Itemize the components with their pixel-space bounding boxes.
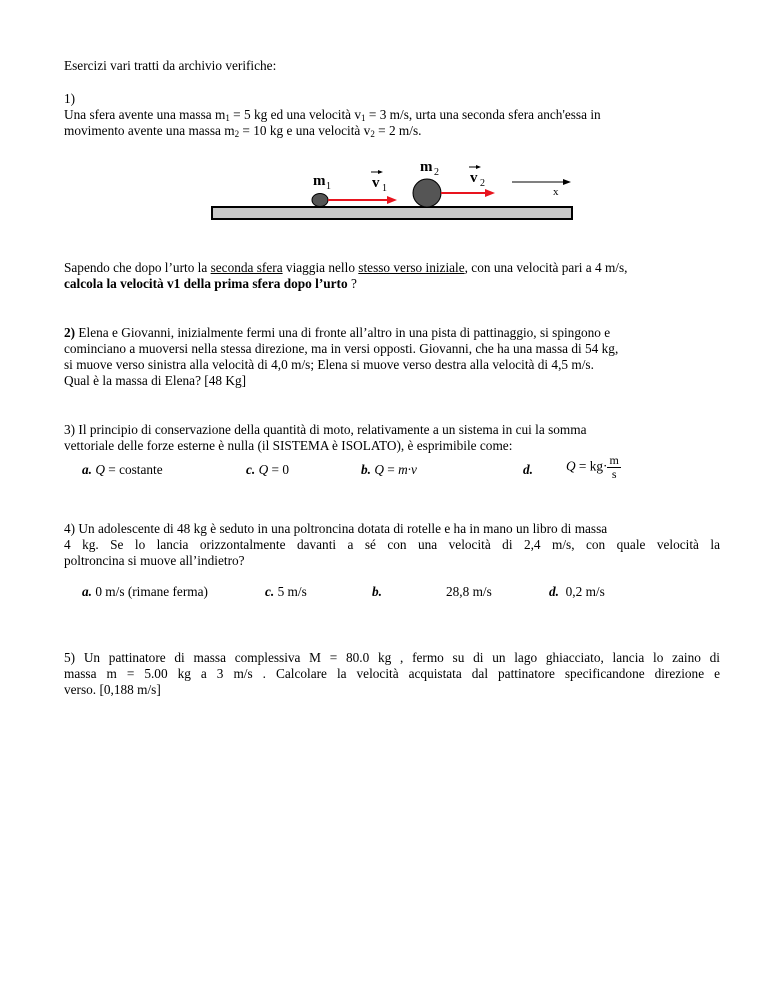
ex1-question-line2: calcola la velocità v1 della prima sfera dopo l’urto ? <box>64 276 357 291</box>
ex4-line3: poltroncina si muove all’indietro? <box>64 553 245 568</box>
ex1-text-line2: movimento avente una massa $m_2 = 10$ kg e una velocità $v_2 = 2$ m/s. <box>64 123 422 139</box>
x-axis-label: x <box>553 186 559 198</box>
ex2-line4: Qual è la massa di Elena? [48 Kg] <box>64 373 247 388</box>
sphere-1 <box>312 194 328 207</box>
ex2-line3: si muove verso sinistra alla velocità di 4,0 m/s; Elena si muove verso destra alla velocità di 4,5 m/s. <box>64 357 594 372</box>
m1-label: m <box>313 173 326 189</box>
v1-label: v <box>372 175 380 191</box>
ex1-number: 1) <box>64 91 76 106</box>
collision-figure <box>205 155 580 225</box>
v2-vector-icon <box>476 165 481 169</box>
unit-fraction: $\frac{m}{s}$ <box>609 453 619 481</box>
ex3-line2: vettoriale delle forze esterne è nulla (il SISTEMA è ISOLATO), è esprimibile come: <box>64 438 513 453</box>
ex2-line1: 2) Elena e Giovanni, inizialmente fermi una di fronte all’altro in una pista di pattinaggio, si spingono e <box>64 325 611 340</box>
ex4-option-c[interactable]: c. 5 m/s <box>265 584 307 599</box>
ex1-question-line1: Sapendo che dopo l’urto la seconda sfera viaggia nello stesso verso iniziale, con una velocità pari a 4 m/s, <box>64 260 628 275</box>
m2-label: m <box>420 159 433 175</box>
ex5-line1: 5) Un pattinatore di massa complessiva M = 80.0 kg , fermo su di un lago ghiacciato, lancia lo zaino di <box>64 650 720 665</box>
ex3-option-d-letter[interactable]: d. <box>523 462 533 477</box>
ex3-option-d[interactable]: Q = kg· $\frac{m}{s}$ <box>566 453 619 481</box>
ex3-option-c[interactable]: c. Q = 0 <box>246 462 289 477</box>
ex3-option-a[interactable]: a. Q = costante <box>82 462 163 477</box>
ex3-line1: 3) Il principio di conservazione della quantità di moto, relativamente a un sistema in cui la somma <box>64 422 587 437</box>
ex1-text-line1: Una sfera avente una massa $m_1 = 5$ kg ed una velocità $v_1 = 3$ m/s, urta una seconda sfera anch'essa in <box>64 107 601 123</box>
m1-sub: 1 <box>326 181 331 192</box>
v2-label: v <box>470 170 478 186</box>
ex5-line3: verso. [0,188 m/s] <box>64 682 161 697</box>
v2-arrowhead <box>485 189 495 197</box>
v2-sub: 2 <box>480 178 485 189</box>
sphere-2 <box>413 179 441 207</box>
ex4-option-b-letter[interactable]: b. <box>372 584 382 599</box>
ex4-option-b[interactable]: 28,8 m/s <box>446 584 492 599</box>
v1-vector-icon <box>378 170 383 174</box>
ex4-option-a[interactable]: a. 0 m/s (rimane ferma) <box>82 584 208 599</box>
ex2-line2: cominciano a muoversi nella stessa direzione, ma in versi opposti. Giovanni, che ha una massa di 54 kg, <box>64 341 619 356</box>
ground-surface <box>212 207 572 219</box>
v1-arrowhead <box>387 196 397 204</box>
ex5-line2: massa m = 5.00 kg a 3 m/s . Calcolare la velocità acquistata dal pattinatore specificandone direzione e <box>64 666 720 681</box>
ex3-option-b[interactable]: b. Q = m·v <box>361 462 417 477</box>
ex4-line2: 4 kg. Se lo lancia orizzontalmente davanti a sé con una velocità di 2,4 m/s, con quale velocità la <box>64 537 720 552</box>
ex4-option-d[interactable]: d. 0,2 m/s <box>549 584 605 599</box>
m2-sub: 2 <box>434 167 439 178</box>
page-heading: Esercizi vari tratti da archivio verifiche: <box>64 58 277 73</box>
ex4-line1: 4) Un adolescente di 48 kg è seduto in una poltroncina dotata di rotelle e ha in mano un libro di massa <box>64 521 608 536</box>
x-axis-arrowhead <box>563 179 571 185</box>
v1-sub: 1 <box>382 183 387 194</box>
